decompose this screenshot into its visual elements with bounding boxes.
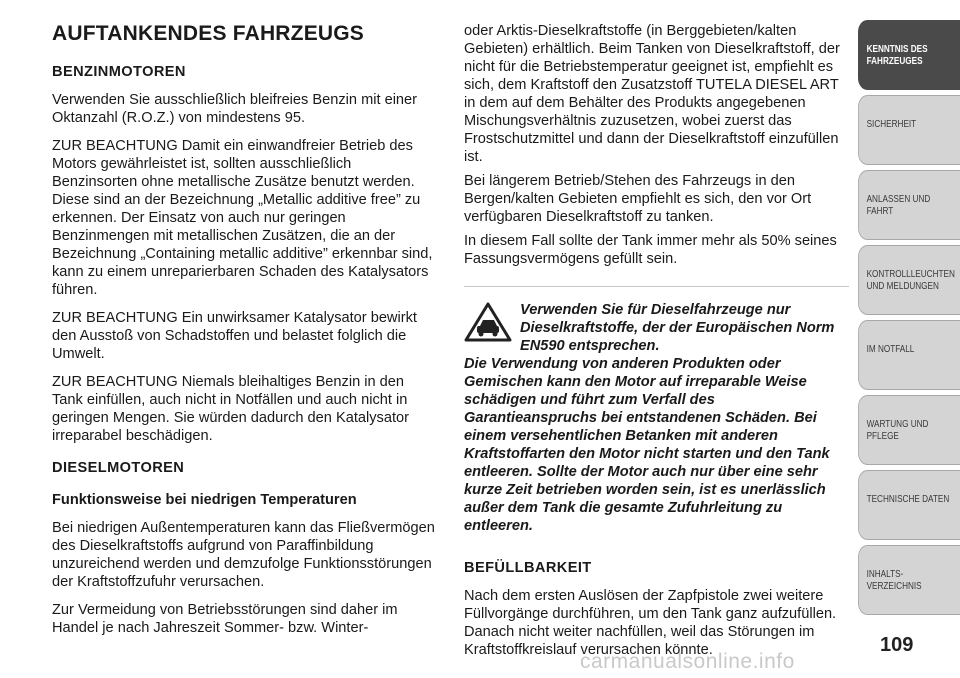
warning-box [464, 301, 849, 535]
paragraph: Nach dem ersten Auslösen der Zapfpistole zwei weitere Füllvorgänge durchführen, um den Tank ganz aufzufüllen. Danach nicht weiter nachfüllen, weil das Störungen im Kraftstoffkreislauf verursachen könnte. [464, 588, 837, 658]
left-column [52, 22, 437, 647]
warning-triangle-car-icon [464, 302, 512, 342]
section-heading-benzin: BENZINMOTOREN [52, 64, 186, 80]
page-number: 109 [880, 634, 914, 656]
right-column [464, 22, 849, 669]
paragraph: ZUR BEACHTUNG Ein unwirksamer Katalysator bewirkt den Ausstoß von Schadstoffen und belastet folglich die Umwelt. [52, 310, 417, 362]
section-heading-diesel: DIESELMOTOREN [52, 460, 185, 476]
warning-lead: Verwenden Sie für Dieselfahrzeuge nur Dieselkraftstoffe, der der Europäischen Norm EN590 entsprechen. [520, 302, 835, 354]
tab-technische-daten[interactable]: TECHNISCHE DATEN [858, 470, 960, 540]
paragraph: Bei längerem Betrieb/Stehen des Fahrzeugs in den Bergen/kalten Gebieten empfiehlt es sich, den vor Ort verfügbaren Dieselkraftstoff zu tanken. [464, 173, 812, 225]
tab-anlassen[interactable]: ANLASSEN UND FAHRT [858, 170, 960, 240]
tab-inhaltsverzeichnis[interactable]: INHALTS- VERZEICHNIS [858, 545, 960, 615]
warning-text: Die Verwendung von anderen Produkten oder Gemischen kann den Motor auf irreparable Weise schädigen und führt zum Verfall des Garantieanspruchs bei entstandenen Schäden. Bei einem versehentlichen Betanken mit anderen Kraftstoffarten den Motor nicht starten und den Tank entleeren. Sollte der Motor auch nur über eine sehr kurze Zeit betrieben worden sein, ist es unerlässlich außer dem Tank die gesamte Zufuhrleitung zu entleeren. [464, 356, 830, 534]
chapter-tabs [858, 20, 960, 620]
page-title: AUFTANKENDES FAHRZEUGS [52, 22, 365, 45]
tab-wartung[interactable]: WARTUNG UND PFLEGE [858, 395, 960, 465]
paragraph: ZUR BEACHTUNG Damit ein einwandfreier Betrieb des Motors gewährleistet ist, sollten ausschließlich Benzinsorten ohne metallische Zusätze benutzt werden. Diese sind an der Bezeichnung „Metallic additive free” zu erkennen. Der Einsatz von auch nur geringen Benzinmengen mit metallischen Zusätzen, die an der Bezeichnung „Containing metallic additive” erkennbar sind, kann zu einem unreparierbaren Schaden des Katalysators führen. [52, 138, 433, 298]
paragraph: Verwenden Sie ausschließlich bleifreies Benzin mit einer Oktanzahl (R.O.Z.) von mindestens 95. [52, 92, 418, 126]
tab-kontrollleuchten[interactable]: KONTROLLLEUCHTEN UND MELDUNGEN [858, 245, 960, 315]
tab-kenntnis[interactable]: KENNTNIS DES FAHRZEUGES [858, 20, 960, 90]
paragraph: oder Arktis-Dieselkraftstoffe (in Berggebieten/kalten Gebieten) erhältlich. Beim Tanken von Dieselkraftstoff, der nicht für die Betriebstemperatur geeignet ist, empfiehlt es sich, dem Kraftstoff den Zusatzstoff TUTELA DIESEL ART in dem auf dem Behälter des Produkts angegebenen Mischungsverhältnis zuzusetzen, wobei zuerst das Frostschutzmittel und dann der Dieselkraftstoff einzufüllen ist. [464, 23, 840, 165]
tab-notfall[interactable]: IM NOTFALL [858, 320, 960, 390]
paragraph: ZUR BEACHTUNG Niemals bleihaltiges Benzin in den Tank einfüllen, auch nicht in Notfällen und auch nicht in geringen Mengen. Sie würden dadurch den Katalysator irreparabel beschädigen. [52, 374, 409, 444]
paragraph: Zur Vermeidung von Betriebsstörungen sind daher im Handel je nach Jahreszeit Sommer- bzw. Winter- [52, 602, 398, 636]
section-heading-fill: BEFÜLLBARKEIT [464, 560, 592, 576]
watermark: carmanualsonline.info [580, 650, 795, 673]
paragraph: Bei niedrigen Außentemperaturen kann das Fließvermögen des Dieselkraftstoffs aufgrund von Paraffinbildung unzureichend werden und demzufolge Funktionsstörungen der Kraftstoffzufuhr verursachen. [52, 520, 435, 590]
tab-sicherheit[interactable]: SICHERHEIT [858, 95, 960, 165]
paragraph: In diesem Fall sollte der Tank immer mehr als 50% seines Fassungsvermögens gefüllt sein. [464, 233, 837, 267]
divider [464, 286, 849, 287]
subsection-heading: Funktionsweise bei niedrigen Temperaturen [52, 492, 357, 508]
